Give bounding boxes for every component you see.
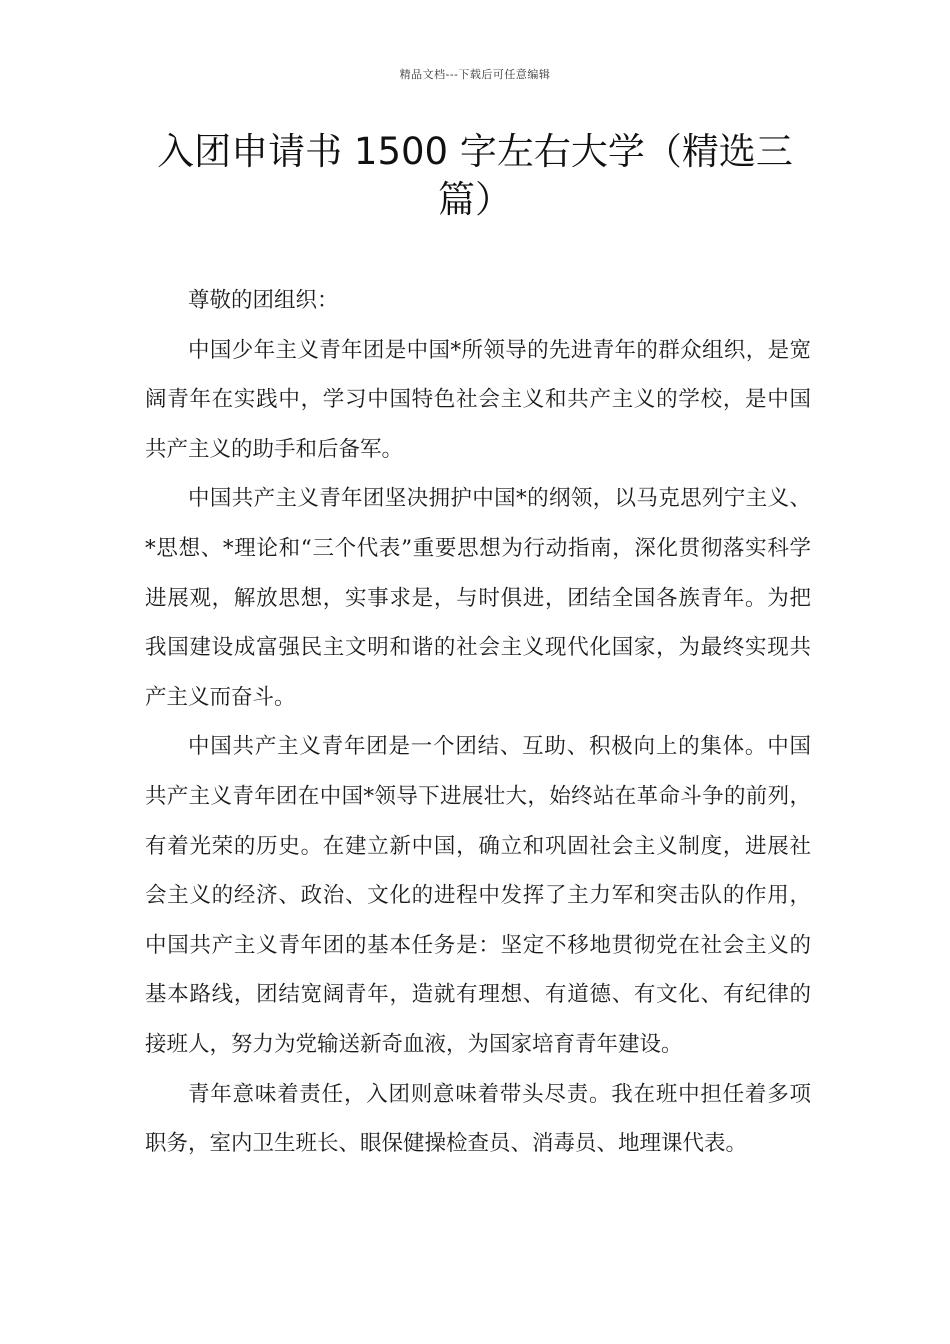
salutation: 尊敬的团组织： xyxy=(188,288,339,313)
body-paragraph: 青年意味着责任，入团则意味着带头尽责。我在班中担任着多项职务，室内卫生班长、眼保健操检查员、消毒员、地理课代表。 xyxy=(145,1081,811,1157)
document-body xyxy=(145,276,811,1169)
body-paragraph: 中国少年主义青年团是中国*所领导的先进青年的群众组织，是宽阔青年在实践中，学习中国特色社会主义和共产主义的学校，是中国共产主义的助手和后备军。 xyxy=(145,337,811,462)
body-paragraph: 中国共产主义青年团坚决拥护中国*的纲领，以马克思列宁主义、*思想、*理论和“三个代表”重要思想为行动指南，深化贯彻落实科学进展观，解放思想，实事求是，与时俱进，团结全国各族青年。为把我国建设成富强民主文明和谐的社会主义现代化国家，为最终实现共产主义而奋斗。 xyxy=(145,486,811,710)
document-title: 入团申请书 1500 字左右大学（精选三篇） xyxy=(157,130,793,221)
body-paragraph: 中国共产主义青年团是一个团结、互助、积极向上的集体。中国共产主义青年团在中国*领导下进展壮大，始终站在革命斗争的前列，有着光荣的历史。在建立新中国，确立和巩固社会主义制度，进展社会主义的经济、政治、文化的进程中发挥了主力军和突击队的作用，中国共产主义青年团的基本任务是：坚定不移地贯彻党在社会主义的基本路线，团结宽阔青年，造就有理想、有道德、有文化、有纪律的接班人，努力为党输送新奇血液，为国家培育青年建设。 xyxy=(145,734,811,1057)
header-note: 精品文档---下载后可任意编辑 xyxy=(399,68,551,81)
